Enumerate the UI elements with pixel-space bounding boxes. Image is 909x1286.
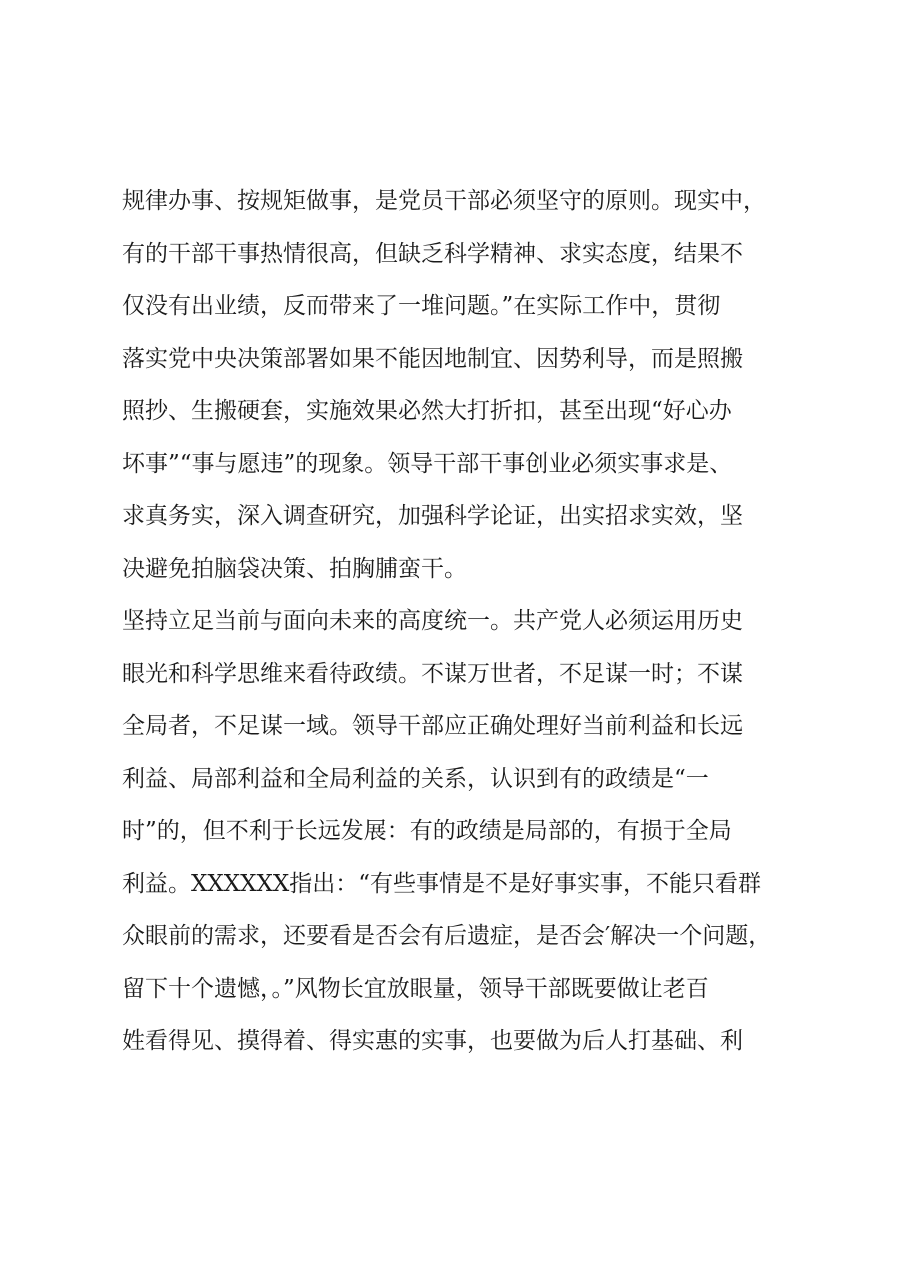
text-line: 照抄、生搬硬套，实施效果必然大打折扣，甚至出现“好心办 — [122, 398, 732, 424]
text-line: 规律办事、按规矩做事，是党员干部必须坚守的原则。现实中， — [122, 188, 766, 214]
text-line: 众眼前的需求，还要看是否会有后遗症，是否会′解决一个问题， — [122, 923, 772, 949]
text-line: 眼光和科学思维来看待政绩。不谋万世者，不足谋一时；不谋 — [122, 660, 743, 687]
paragraph-2 — [122, 595, 812, 1068]
paragraph-1 — [122, 175, 812, 595]
text-line: 求真务实，深入调查研究，加强科学论证，出实招求实效，坚 — [122, 503, 743, 529]
text-line: 落实党中央决策部署如果不能因地制宜、因势利导，而是照搬 — [122, 345, 743, 372]
text-line: 决避免拍脑袋决策、拍胸脯蛮干。 — [122, 555, 467, 582]
text-line: 仅没有出业绩，反而带来了一堆问题。”在实际工作中，贯彻 — [122, 293, 721, 319]
text-line: 坏事”“事与愿违”的现象。领导干部干事创业必须实事求是、 — [122, 450, 733, 477]
text-line: 利益、局部利益和全局利益的关系，认识到有的政绩是“一 — [122, 765, 709, 792]
text-line: 留下十个遗憾，。”风物长宜放眼量，领导干部既要做让老百 — [122, 975, 709, 1002]
text-line: 姓看得见、摸得着、得实惠的实事，也要做为后人打基础、利 — [122, 1028, 743, 1054]
document-body — [122, 175, 812, 1068]
text-line: 全局者，不足谋一域。领导干部应正确处理好当前利益和长远 — [122, 713, 743, 739]
text-line: 有的干部干事热情很高，但缺乏科学精神、求实态度，结果不 — [122, 240, 743, 267]
text-line: 坚持立足当前与面向未来的高度统一。共产党人必须运用历史 — [122, 608, 743, 634]
text-line: 时”的，但不利于长远发展：有的政绩是局部的，有损于全局 — [122, 818, 732, 844]
text-line: 利益。XXXXXX指出：“有些事情是不是好事实事，不能只看群 — [122, 870, 762, 897]
